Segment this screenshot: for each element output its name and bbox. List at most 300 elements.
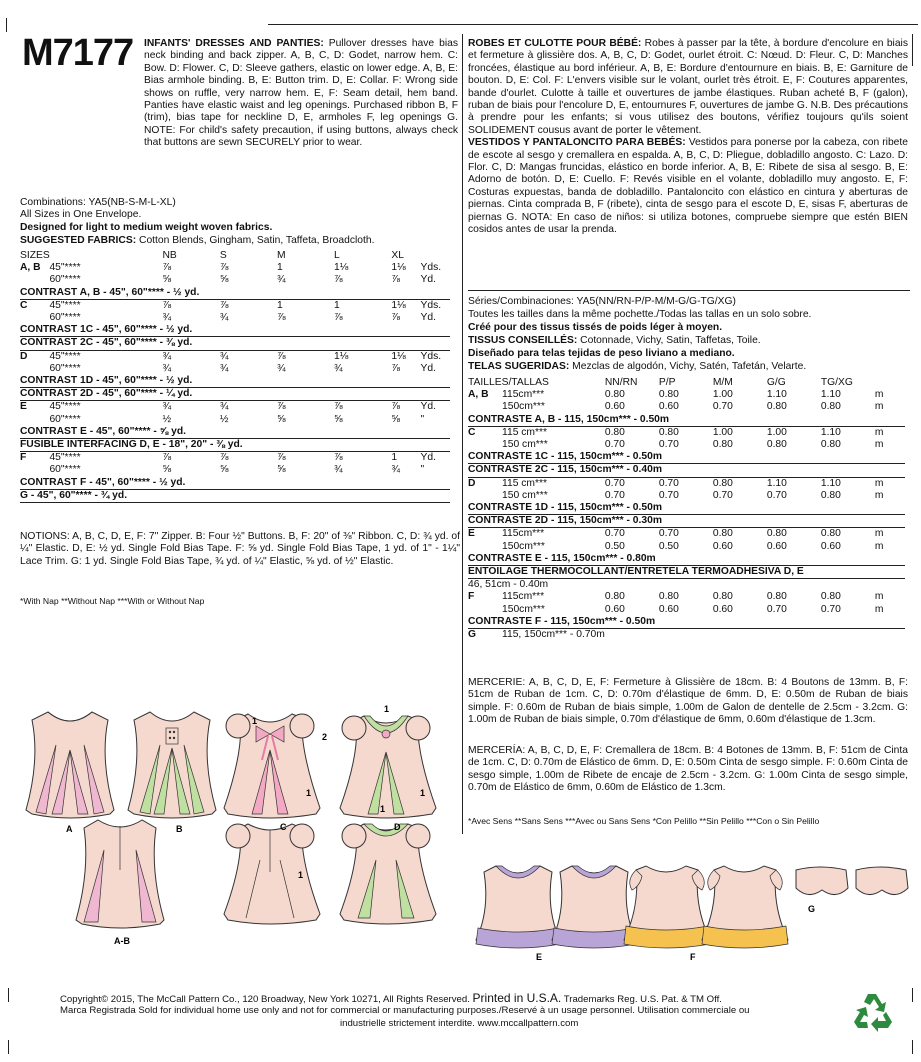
english-yardage-cell: 1⅛ bbox=[334, 262, 349, 274]
english-yardage-cell: ⅞ bbox=[391, 274, 400, 286]
english-yardage-row bbox=[20, 350, 450, 363]
english-yardage-cell: 45"**** bbox=[49, 452, 81, 464]
english-yardage-cell: 1⅛ bbox=[334, 350, 349, 362]
english-yardage-header-cell: S bbox=[219, 250, 227, 261]
metric-yardage-header-cell: TG/XG bbox=[820, 377, 853, 388]
english-yardage-cell: ¾ bbox=[162, 350, 172, 362]
english-yardage-cell: ⅞ bbox=[334, 401, 343, 413]
metric-yardage-cell bbox=[468, 490, 502, 502]
metric-yardage-cell: 0.80 bbox=[766, 591, 787, 603]
metric-yardage-cell: 0.60 bbox=[658, 603, 679, 615]
nap-note-metric: *Avec Sens **Sans Sens ***Avec ou Sans Sens *Con Pelillo **Sin Pelillo ***Con o Sin Pelillo bbox=[468, 816, 820, 826]
metric-yardage-row bbox=[468, 604, 905, 616]
english-yardage-cell: ⅞ bbox=[391, 362, 400, 374]
english-yardage-row bbox=[20, 414, 450, 426]
metric-yardage-cell: 0.80 bbox=[712, 477, 733, 489]
metric-yardage-cell: m bbox=[874, 477, 884, 489]
english-yardage-section-row: CONTRAST 1C - 45", 60"**** - ½ yd. bbox=[20, 324, 450, 337]
metric-yardage-cell: 0.70 bbox=[604, 489, 625, 501]
metric-yardage-cell: 0.70 bbox=[658, 439, 679, 451]
metric-yardage-cell: 0.80 bbox=[712, 528, 733, 540]
english-yardage-cell: 60"**** bbox=[49, 464, 81, 476]
copyright-text: Copyright© 2015, The McCall Pattern Co., 120 Broadway, New York 10271, All Rights Reserved. bbox=[60, 994, 470, 1005]
english-yardage-cell: ⅝ bbox=[334, 413, 343, 425]
english-yardage-cell: F bbox=[20, 452, 27, 464]
metric-yardage-row bbox=[468, 616, 905, 629]
english-yardage-row bbox=[20, 274, 450, 286]
metric-yardage-row bbox=[468, 541, 905, 553]
english-yardage-row bbox=[20, 388, 450, 401]
metric-yardage-note-row: 46, 51cm - 0.40m bbox=[468, 579, 549, 591]
metric-yardage-cell bbox=[468, 541, 502, 553]
footer-line-3: industrielle strictement interdite. www.mccallpattern.com bbox=[340, 1018, 579, 1029]
english-yardage-cell: ⅞ bbox=[276, 401, 286, 413]
view-d-illustration bbox=[340, 716, 436, 818]
english-yardage-row bbox=[20, 477, 450, 490]
metric-yardage-cell: 150 cm*** bbox=[502, 489, 548, 501]
english-yardage-section-row: G - 45", 60"**** - ¾ yd. bbox=[20, 489, 450, 502]
nap-note: *With Nap **Without Nap ***With or Without Nap bbox=[20, 596, 205, 606]
english-yardage-cell bbox=[20, 464, 49, 476]
view-ab-back-illustration bbox=[76, 820, 164, 928]
english-yardage-cell: ⅞ bbox=[162, 262, 172, 274]
english-yardage-table bbox=[20, 250, 450, 503]
metric-yardage-cell: 0.80 bbox=[766, 439, 787, 451]
metric-yardage-section-row: ENTOILAGE THERMOCOLLANT/ENTRETELA TERMOADHESIVA D, E bbox=[468, 566, 905, 579]
english-yardage-row bbox=[20, 489, 450, 502]
metric-yardage-cell: 150cm*** bbox=[502, 540, 545, 552]
metric-yardage-cell: 0.60 bbox=[604, 401, 625, 413]
english-yardage-cell: 1 bbox=[276, 299, 283, 311]
printed-in: Printed in U.S.A. bbox=[472, 991, 562, 1005]
crop-mark bbox=[6, 18, 7, 32]
english-yardage-cell: ⅞ bbox=[162, 452, 172, 464]
english-yardage-cell: 1⅛ bbox=[391, 262, 406, 274]
metric-yardage-cell: 0.70 bbox=[712, 489, 733, 501]
metric-yardage-cell: 0.70 bbox=[604, 439, 625, 451]
english-yardage-cell: ⅝ bbox=[219, 274, 229, 286]
metric-yardage-row bbox=[468, 439, 905, 451]
metric-yardage-cell bbox=[767, 629, 821, 642]
english-yardage-cell: E bbox=[20, 401, 27, 413]
metric-yardage-row bbox=[468, 389, 905, 401]
metric-yardage-cell bbox=[659, 629, 713, 642]
marker-c-3: 1 bbox=[306, 788, 312, 798]
marker-d-3: 1 bbox=[380, 804, 386, 814]
metric-yardage-section-row: CONTRASTE 1D - 115, 150cm*** - 0.50m bbox=[468, 502, 905, 515]
english-yardage-cell: ⅞ bbox=[334, 452, 343, 464]
metric-yardage-cell: 0.50 bbox=[604, 540, 625, 552]
english-yardage-cell: Yd. bbox=[420, 274, 436, 286]
metric-yardage-row bbox=[468, 401, 905, 413]
metric-yardage-header-cell: P/P bbox=[658, 377, 676, 388]
english-yardage-cell: 1 bbox=[276, 262, 283, 274]
metric-yardage-cell: 0.80 bbox=[604, 426, 625, 438]
designed-es: Diseñado para telas tejidas de peso liviano a mediano. bbox=[468, 348, 735, 359]
label-c: C bbox=[280, 822, 287, 832]
english-yardage-cell: ⅝ bbox=[162, 464, 172, 476]
english-yardage-section-row: CONTRAST A, B - 45", 60"**** - ½ yd. bbox=[20, 287, 450, 300]
english-yardage-cell: C bbox=[20, 299, 28, 311]
english-yardage-section-row: CONTRAST 2D - 45", 60"**** - ¼ yd. bbox=[20, 388, 450, 401]
english-yardage-row bbox=[20, 299, 450, 312]
metric-yardage-cell: 1.10 bbox=[766, 477, 787, 489]
designed-fr: Créé pour des tissus tissés de poids léger à moyen. bbox=[468, 322, 723, 333]
english-yardage-table bbox=[20, 250, 450, 503]
tissus-conseilles bbox=[468, 335, 761, 348]
metric-yardage-cell: 1.10 bbox=[820, 389, 841, 401]
metric-yardage-row bbox=[468, 579, 905, 592]
metric-yardage-header-cell: G/G bbox=[766, 377, 786, 388]
metric-yardage-cell: 0.80 bbox=[820, 591, 841, 603]
english-description-text: Pullover dresses have bias neck binding and back zipper. A, B, C, D: Godet, narrow hem. C: Bow. D: Flower. C, D: Sleeve gathers, elastic on lower edge. A, B, E: Bias armhole binding. B, E: Button trim. D, E: Collar. F: Wrong side shows on ruffle, very narrow hem. E, F: Seam detail, hem band. Panties have elastic waist and leg openings. Purchased ribbon B, F (trim), bias tape for neckline D, E, armholes F, leg openings G. NOTE: For child's safety precaution, if using buttons, always check that buttons are sewn SECURELY prior to wear. bbox=[144, 38, 458, 149]
view-f-illustration bbox=[624, 866, 710, 948]
english-yardage-header-cell: SIZES bbox=[20, 250, 50, 261]
metric-yardage-cell: m bbox=[874, 401, 884, 413]
english-yardage-cell: ¾ bbox=[162, 362, 172, 374]
metric-yardage-cell: 0.50 bbox=[658, 540, 679, 552]
english-yardage-cell: Yds. bbox=[420, 262, 442, 274]
french-description-text: Robes à passer par la tête, à bordure d'encolure en biais et fermeture à glissière dos. A, B, C, D: Godet, ourlet étroit. C: Nœud. D: Fleur. C, D: Manches froncées, élastique au bord inférieur. A, B, E: Bordure d'entournure en biais. B, E: Garniture de bouton. D, E: Col. F: L'envers visible sur le volant, ourlet très étroit. E, F: Coutures apparentes, bande d'ourlet. Culotte à taille et ouvertures de jambe élastiques. Ruban acheté B, F (galon), ruban de biais pour l'encolure D, E, entournures F, ouvertures de jambe G. N.B. Des précautions à prendre pour les enfants; si vous utilisez des boutons, vérifiez toujours qu'ils soient SOLIDEMENT cousus avant de porter le vêtement. bbox=[468, 38, 908, 136]
view-a-illustration bbox=[26, 712, 114, 818]
english-yardage-row bbox=[20, 262, 450, 274]
metric-yardage-cell: 0.80 bbox=[766, 528, 787, 540]
english-yardage-row bbox=[20, 324, 450, 337]
view-f-back-illustration bbox=[702, 866, 788, 948]
english-yardage-cell: ⅞ bbox=[219, 262, 229, 274]
metric-yardage-table bbox=[468, 377, 908, 641]
metric-yardage-cell: 0.70 bbox=[658, 477, 679, 489]
english-yardage-cell: ⅞ bbox=[276, 452, 286, 464]
metric-yardage-cell: 0.80 bbox=[766, 401, 787, 413]
french-title: ROBES ET CULOTTE POUR BÉBÉ: bbox=[468, 38, 642, 49]
english-yardage-header-cell: M bbox=[276, 250, 286, 261]
english-yardage-cell: ⅞ bbox=[219, 452, 229, 464]
english-yardage-cell: ¾ bbox=[334, 464, 343, 476]
metric-yardage-cell: 0.60 bbox=[766, 540, 787, 552]
fr-divider bbox=[468, 290, 910, 291]
metric-yardage-header-row bbox=[468, 377, 905, 389]
metric-yardage-section-row: CONTRASTE E - 115, 150cm*** - 0.80m bbox=[468, 553, 905, 566]
marker-c-1: 1 bbox=[252, 716, 258, 726]
english-yardage-cell: Yd. bbox=[420, 362, 436, 374]
label-f: F bbox=[690, 952, 696, 962]
english-yardage-cell: ¾ bbox=[219, 362, 229, 374]
english-yardage-cell: A, B bbox=[20, 262, 41, 274]
metric-yardage-cell: 115 cm*** bbox=[502, 477, 548, 489]
metric-yardage-cell: 1.00 bbox=[712, 389, 733, 401]
english-yardage-cell: 45"**** bbox=[49, 299, 81, 311]
garment-illustrations bbox=[0, 690, 921, 980]
series: Séries/Combinaciones: YA5(NN/RN-P/P-M/M-G/G-TG/XG) bbox=[468, 296, 736, 307]
english-yardage-cell: ¾ bbox=[219, 350, 229, 362]
metric-yardage-cell: 0.60 bbox=[712, 603, 733, 615]
label-ab: A-B bbox=[114, 936, 130, 946]
metric-yardage-row bbox=[468, 566, 905, 579]
metric-yardage-cell bbox=[821, 629, 875, 642]
top-rule bbox=[268, 24, 918, 25]
metric-yardage-cell: 0.80 bbox=[820, 528, 841, 540]
english-yardage-cell: ½ bbox=[162, 413, 172, 425]
crop-mark-br2 bbox=[912, 1040, 913, 1054]
metric-yardage-row bbox=[468, 528, 905, 541]
metric-yardage-row bbox=[468, 490, 905, 502]
metric-yardage-cell: D bbox=[468, 477, 476, 489]
english-yardage-cell: ⅞ bbox=[162, 299, 172, 311]
label-d: D bbox=[394, 822, 401, 832]
metric-yardage-cell: 0.80 bbox=[658, 591, 679, 603]
metric-yardage-cell: 1.10 bbox=[766, 389, 787, 401]
english-yardage-cell: 1⅛ bbox=[391, 299, 406, 311]
combinations: Combinations: YA5(NB-S-M-L-XL) bbox=[20, 197, 176, 208]
english-yardage-cell: Yds. bbox=[420, 299, 442, 311]
english-yardage-row bbox=[20, 312, 450, 324]
metric-yardage-cell: 0.70 bbox=[658, 489, 679, 501]
telas-label: TELAS SUGERIDAS: bbox=[468, 361, 570, 372]
english-yardage-row bbox=[20, 452, 450, 465]
view-e-illustration bbox=[476, 866, 560, 948]
metric-yardage-cell: 0.80 bbox=[820, 439, 841, 451]
pattern-number: M7177 bbox=[22, 32, 134, 74]
metric-yardage-cell bbox=[468, 604, 502, 616]
marker-c-back: 1 bbox=[298, 870, 304, 880]
metric-yardage-cell: 115, 150cm*** - 0.70m bbox=[502, 629, 605, 641]
tissus-text: Cotonnade, Vichy, Satin, Taffetas, Toile. bbox=[580, 335, 761, 346]
metric-yardage-row bbox=[468, 414, 905, 427]
english-yardage-cell: ¾ bbox=[276, 274, 286, 286]
metric-yardage-row bbox=[468, 591, 905, 603]
english-yardage-cell: 60"**** bbox=[49, 312, 81, 324]
view-e-back-illustration bbox=[552, 866, 636, 948]
spanish-title: VESTIDOS Y PANTALONCITO PARA BEBÉS: bbox=[468, 137, 686, 149]
english-yardage-cell: ¾ bbox=[334, 362, 343, 374]
metric-yardage-cell bbox=[713, 629, 767, 642]
metric-yardage-cell: 150 cm*** bbox=[502, 439, 548, 451]
metric-yardage-section-row: CONTRASTE 1C - 115, 150cm*** - 0.50m bbox=[468, 451, 905, 464]
metric-yardage-cell: 0.70 bbox=[604, 528, 625, 540]
metric-yardage-cell: 0.80 bbox=[820, 401, 841, 413]
english-yardage-cell: ⅝ bbox=[276, 464, 286, 476]
english-yardage-header-cell: NB bbox=[162, 250, 177, 261]
english-yardage-cell: " bbox=[420, 413, 425, 425]
label-g: G bbox=[808, 904, 816, 914]
metric-yardage-cell: 0.80 bbox=[712, 591, 733, 603]
english-yardage-cell: D bbox=[20, 350, 28, 362]
metric-yardage-cell: 0.80 bbox=[604, 389, 625, 401]
english-yardage-cell: ⅞ bbox=[391, 401, 400, 413]
metric-yardage-cell: 0.70 bbox=[712, 401, 733, 413]
metric-yardage-cell: 0.70 bbox=[766, 603, 787, 615]
marker-d-2: 1 bbox=[420, 788, 426, 798]
metric-yardage-cell: 115cm*** bbox=[502, 389, 545, 401]
metric-yardage-cell: 0.80 bbox=[712, 439, 733, 451]
english-yardage-row bbox=[20, 337, 450, 350]
metric-yardage-cell: 0.80 bbox=[658, 426, 679, 438]
english-yardage-cell: ⅞ bbox=[219, 299, 229, 311]
metric-yardage-cell bbox=[468, 401, 502, 413]
english-yardage-section-row: FUSIBLE INTERFACING D, E - 18", 20" - ⅜ yd. bbox=[20, 439, 450, 452]
crop-mark-right bbox=[912, 34, 913, 66]
english-yardage-cell: 60"**** bbox=[49, 413, 81, 425]
metric-yardage-cell: 0.60 bbox=[712, 540, 733, 552]
metric-yardage-header-cell: TAILLES/TALLAS bbox=[468, 377, 549, 388]
metric-yardage-row bbox=[468, 502, 905, 515]
metric-yardage-row bbox=[468, 553, 905, 566]
telas-sugeridas bbox=[468, 361, 806, 374]
english-yardage-cell: Yd. bbox=[420, 312, 436, 324]
english-yardage-section-row: CONTRAST E - 45", 60"**** - ⅝ yd. bbox=[20, 426, 450, 439]
metric-yardage-cell: 1.10 bbox=[820, 477, 841, 489]
notions: NOTIONS: A, B, C, D, E, F: 7" Zipper. B: Four ½" Buttons. B, F: 20" of ⅜" Ribbon. C, D: ¾ yd. of ¼" Elastic. D, E: ½ yd. Single Fold Bias Tape. F: ⅝ yd. Single Fold Bias Tape, 1 yd. of 1" - 1¼" Lace Trim. G: 1 yd. Single Fold Bias Tape, ¾ yd. of ¼" Elastic, ⅝ yd. of ½" Elastic. bbox=[20, 531, 460, 567]
english-yardage-cell: ⅞ bbox=[276, 312, 286, 324]
metric-yardage-row bbox=[468, 477, 905, 490]
english-yardage-cell: 45"**** bbox=[49, 401, 81, 413]
metric-yardage-cell: m bbox=[874, 439, 884, 451]
metric-yardage-cell: 0.60 bbox=[820, 540, 841, 552]
suggested-text: Cotton Blends, Gingham, Satin, Taffeta, Broadcloth. bbox=[139, 235, 375, 246]
english-yardage-cell: 1⅛ bbox=[391, 350, 406, 362]
designed-for: Designed for light to medium weight woven fabrics. bbox=[20, 222, 273, 233]
view-g-illustration bbox=[796, 867, 908, 895]
english-yardage-row bbox=[20, 363, 450, 375]
all-sizes-fr: Toutes les tailles dans la même pochette./Todas las tallas en un solo sobre. bbox=[468, 309, 812, 320]
metric-yardage-cell: 0.70 bbox=[766, 489, 787, 501]
metric-yardage-cell: m bbox=[874, 591, 884, 603]
all-sizes: All Sizes in One Envelope. bbox=[20, 209, 142, 220]
crop-mark-br bbox=[912, 988, 913, 1002]
metric-yardage-table bbox=[468, 377, 905, 641]
metric-yardage-cell: 1.00 bbox=[712, 426, 733, 438]
metric-yardage-cell bbox=[605, 629, 659, 642]
metric-yardage-cell: 150cm*** bbox=[502, 603, 545, 615]
english-yardage-cell bbox=[20, 414, 49, 426]
metric-yardage-row bbox=[468, 426, 905, 439]
french-description bbox=[468, 38, 908, 237]
english-yardage-cell: ⅝ bbox=[276, 413, 286, 425]
metric-yardage-cell: 0.70 bbox=[658, 528, 679, 540]
english-yardage-cell: 60"**** bbox=[49, 274, 81, 286]
english-yardage-cell: ⅝ bbox=[219, 464, 229, 476]
metric-yardage-cell: E bbox=[468, 528, 475, 540]
suggested-fabrics bbox=[20, 235, 374, 248]
metric-yardage-cell: m bbox=[874, 528, 884, 540]
metric-yardage-row bbox=[468, 629, 905, 642]
metric-yardage-cell: 150cm*** bbox=[502, 401, 545, 413]
mercerie: MERCERIE: A, B, C, D, E, F: Fermeture à Glissière de 18cm. B: 4 Boutons de 13mm. B, F: 51cm de Ruban de 1cm. C, D: 0.70m d'élastique de 6mm. D, E: 0.50m de Ruban de biais simple. F: 0.60m de Ruban de biais simple, 1.00m de Galon de dentelle de 2.5cm - 3.2cm. G: 1.00m de Ruban de biais simple, 0.70m d'élastique de 6mm, 0.60m d'élastique de 1.3cm. bbox=[468, 677, 908, 726]
english-yardage-row bbox=[20, 375, 450, 388]
english-yardage-cell: ⅞ bbox=[334, 312, 343, 324]
view-c-back-illustration bbox=[224, 824, 320, 924]
english-yardage-cell: ⅞ bbox=[334, 274, 343, 286]
metric-yardage-cell: 0.60 bbox=[604, 603, 625, 615]
label-a: A bbox=[66, 824, 73, 834]
label-e: E bbox=[536, 952, 543, 962]
english-yardage-cell: Yd. bbox=[420, 452, 436, 464]
metric-yardage-cell: m bbox=[874, 389, 884, 401]
tissus-label: TISSUS CONSEILLÉS: bbox=[468, 335, 578, 346]
english-yardage-section-row: CONTRAST 1D - 45", 60"**** - ½ yd. bbox=[20, 375, 450, 388]
crop-mark-bl2 bbox=[8, 1040, 9, 1054]
metric-yardage-cell: 115cm*** bbox=[502, 591, 545, 603]
metric-yardage-row bbox=[468, 515, 905, 528]
english-yardage-cell: ⅞ bbox=[276, 350, 286, 362]
english-yardage-cell: ⅝ bbox=[391, 413, 400, 425]
english-yardage-cell: 1 bbox=[391, 452, 398, 464]
english-yardage-cell: " bbox=[420, 464, 425, 476]
metric-yardage-cell: 0.80 bbox=[820, 489, 841, 501]
metric-yardage-cell: F bbox=[468, 591, 475, 603]
english-yardage-header-cell: L bbox=[334, 250, 340, 261]
english-yardage-section-row: CONTRAST F - 45", 60"**** - ½ yd. bbox=[20, 477, 450, 490]
metric-yardage-cell: m bbox=[874, 540, 884, 552]
crop-mark-bl bbox=[8, 988, 9, 1002]
metric-yardage-cell: C bbox=[468, 426, 476, 438]
english-yardage-row bbox=[20, 401, 450, 414]
merceria: MERCERÍA: A, B, C, D, E, F: Cremallera de 18cm. B: 4 Botones de 13mm. B, F: 51cm de Cinta de 1cm. C, D: 0.70m de Elástico de 6mm. D, E: 0.50m Cinta de sesgo simple. F: 0.60m Cinta de sesgo simple, 1.00m de Ribete de encaje de 2.5cm - 3.2cm. G: 1.00m Cinta de sesgo simple, 0.70m de Elástico de 6mm, 0.60m de Elástico de 1.3cm. bbox=[468, 745, 908, 794]
view-c-illustration bbox=[224, 714, 320, 818]
english-yardage-section-row: CONTRAST 2C - 45", 60"**** - ⅜ yd. bbox=[20, 337, 450, 350]
english-yardage-header-row bbox=[20, 250, 450, 262]
english-yardage-row bbox=[20, 426, 450, 439]
metric-yardage-section-row: CONTRASTE 2D - 115, 150cm*** - 0.30m bbox=[468, 515, 905, 528]
metric-yardage-header-cell: M/M bbox=[712, 377, 733, 388]
english-yardage-cell bbox=[20, 274, 49, 286]
english-yardage-cell: 60"**** bbox=[49, 362, 81, 374]
english-yardage-cell: ¾ bbox=[162, 312, 172, 324]
english-yardage-row bbox=[20, 439, 450, 452]
english-yardage-cell: 1 bbox=[334, 299, 340, 311]
english-title: INFANTS' DRESSES AND PANTIES: bbox=[144, 38, 324, 49]
english-yardage-cell: ⅝ bbox=[162, 274, 172, 286]
marker-c-2: 2 bbox=[322, 732, 328, 742]
metric-yardage-cell: 1.00 bbox=[766, 426, 787, 438]
metric-yardage-cell: 115cm*** bbox=[502, 528, 545, 540]
marker-d-1: 1 bbox=[384, 704, 390, 714]
metric-yardage-section-row: CONTRASTE F - 115, 150cm*** - 0.50m bbox=[468, 616, 905, 629]
trademarks: Trademarks Reg. U.S. Pat. & TM Off. bbox=[563, 994, 722, 1005]
metric-yardage-cell: 0.80 bbox=[658, 389, 679, 401]
english-yardage-header-cell: XL bbox=[391, 250, 404, 261]
metric-yardage-cell: A, B bbox=[468, 389, 489, 401]
suggested-label: SUGGESTED FABRICS: bbox=[20, 235, 137, 246]
english-yardage-cell: ½ bbox=[219, 413, 229, 425]
metric-yardage-cell: 0.80 bbox=[604, 591, 625, 603]
english-yardage-cell: Yd. bbox=[420, 401, 436, 413]
english-yardage-cell: ¾ bbox=[219, 312, 229, 324]
english-yardage-cell: 45"**** bbox=[49, 262, 81, 274]
view-d-back-illustration bbox=[340, 824, 436, 924]
recycle-icon bbox=[852, 990, 896, 1032]
english-yardage-row bbox=[20, 287, 450, 300]
english-yardage-cell bbox=[20, 363, 49, 375]
metric-yardage-cell: 0.70 bbox=[604, 477, 625, 489]
metric-yardage-header-cell: NN/RN bbox=[604, 377, 638, 388]
metric-yardage-cell: 0.60 bbox=[658, 401, 679, 413]
metric-yardage-row bbox=[468, 464, 905, 477]
metric-yardage-cell: G bbox=[468, 629, 477, 641]
footer-line-2: Marca Registrada Sold for individual home use only and not for commercial or manufacturing purposes./Reservé à un usage personnel. Utilisation commerciale ou bbox=[60, 1005, 750, 1016]
metric-yardage-row bbox=[468, 451, 905, 464]
metric-yardage-section-row: CONTRASTE A, B - 115, 150cm*** - 0.50m bbox=[468, 414, 905, 427]
english-yardage-row bbox=[20, 464, 450, 476]
view-b-illustration bbox=[128, 712, 216, 818]
english-yardage-cell: 45"**** bbox=[49, 350, 81, 362]
english-yardage-cell: Yds. bbox=[420, 350, 442, 362]
label-b: B bbox=[176, 824, 183, 834]
metric-yardage-cell: m bbox=[874, 489, 884, 501]
english-yardage-cell: ⅞ bbox=[391, 312, 400, 324]
metric-yardage-cell: m bbox=[874, 426, 884, 438]
